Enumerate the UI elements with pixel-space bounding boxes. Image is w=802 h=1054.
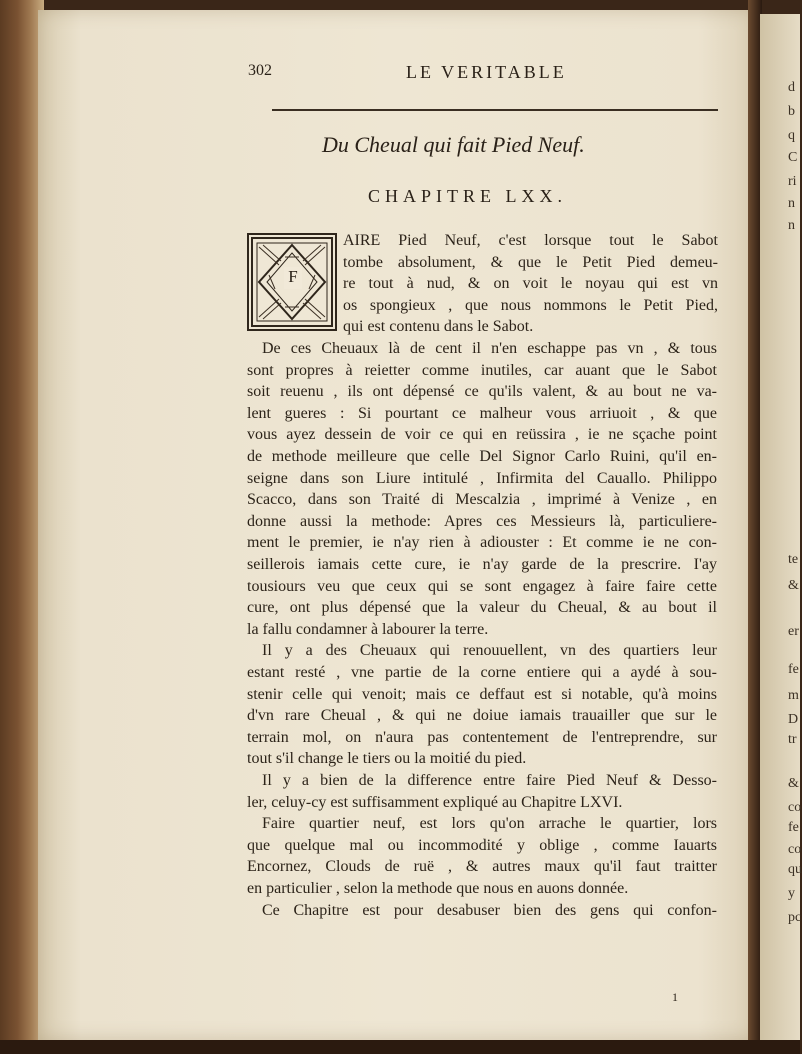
text-line: os spongieux , que nous nommons le Petit Pied, <box>343 296 718 314</box>
next-page-fragment: pc <box>788 910 802 925</box>
ornamental-initial <box>247 233 337 331</box>
next-page-fragment: m <box>788 688 799 703</box>
text-line: terrain mol, on n'aura pas contentement de l'entreprendre, sur <box>247 728 717 746</box>
next-page-fragment: fe <box>788 820 799 835</box>
text-line: tombe absolument, & que le Petit Pied demeu- <box>343 253 718 271</box>
next-page-fragment: C <box>788 150 798 165</box>
initial-letter: F <box>284 267 302 289</box>
text-line: que quelque mal ou incommodité y oblige , comme Iauarts <box>247 836 717 854</box>
next-page-fragment: te <box>788 552 799 567</box>
next-page-fragment: ri <box>788 174 797 189</box>
text-line: Faire quartier neuf, est lors qu'on arrache le quartier, lors <box>262 815 717 833</box>
chapter-number: CHAPITRE LXX. <box>368 186 567 206</box>
text-line: donne aussi la methode: Apres ces Messieurs là, particuliere- <box>247 512 717 530</box>
text-line: estant resté , vne partie de la corne entiere qui a aydé à sou- <box>247 664 717 681</box>
next-page-fragment: q <box>788 128 795 143</box>
text-line: Ce Chapitre est pour desabuser bien des gens qui confon- <box>262 901 717 919</box>
text-line: vous ayez dessein de voir ce qui en reüssira , ie ne sçache point <box>247 426 717 444</box>
text-line: stenir celle qui venoit; mais ce deffaut est si notable, qu'à moins <box>247 685 717 703</box>
next-page-fragment: co <box>788 842 802 857</box>
bottom-edge <box>0 1040 800 1054</box>
next-page-fragment: D <box>788 712 799 727</box>
text-line: Encornez, Clouds de ruë , & autres maux qu'il faut traitter <box>247 858 717 876</box>
text-line: Scacco, dans son Traité di Mescalzia , imprimé à Venize , en <box>247 491 717 509</box>
text-line: AIRE Pied Neuf, c'est lorsque tout le Sabot <box>343 232 718 249</box>
text-line: De ces Cheuaux là de cent il n'en eschappe pas vn , & tous <box>262 340 717 357</box>
next-page-fragment: b <box>788 104 795 119</box>
next-page-fragment: er <box>788 624 799 639</box>
text-line: qui est contenu dans le Sabot. <box>343 318 534 336</box>
text-line: re tout à nud, & on voit le noyau qui est vn <box>343 275 718 293</box>
text-line: de methode meilleure que celle Del Signor Carlo Ruini, qu'il en- <box>247 448 717 465</box>
catchword: 1 <box>672 990 678 1004</box>
text-line: en particulier , selon la methode que nous en auons donnée. <box>247 880 629 897</box>
text-line: Il y a bien de la difference entre faire Pied Neuf & Desso- <box>262 772 717 789</box>
next-page-fragment: d <box>788 80 795 95</box>
text-line: seigne dans son Liure intitulé , Infirmita del Cauallo. Philippo <box>247 469 717 487</box>
running-title: LE VERITABLE <box>406 62 567 82</box>
text-line: tousiours veu que ceux qui se sont engagez à faire faire cette <box>247 577 717 595</box>
next-page-fragment: co <box>788 800 802 815</box>
text-line: ment le premier, ie n'ay rien à adiouster : Et comme ie ne con- <box>247 534 717 552</box>
text-line: d'vn rare Cheual , & qui ne doiue iamais trauailler que sur le <box>247 707 717 725</box>
running-head <box>248 62 718 82</box>
text-line: cure, ont plus dépensé que la valeur du Cheual, & au bout il <box>247 599 717 617</box>
text-line: seillerois iamais cette cure, ie n'ay garde de la prescrire. I'ay <box>247 556 717 573</box>
next-page-edge <box>760 14 800 1044</box>
next-page-fragment: y <box>788 886 795 901</box>
next-page-fragment: fe <box>788 662 799 677</box>
next-page-fragment: qu <box>788 862 802 877</box>
header-rule <box>272 109 718 111</box>
text-line: Il y a des Cheuaux qui renouuellent, vn des quartiers leur <box>262 642 717 660</box>
next-page-fragment: & <box>788 776 799 791</box>
text-line: la fallu condamner à labourer la terre. <box>247 620 489 638</box>
text-line: ler, celuy-cy est suffisamment expliqué au Chapitre LXVI. <box>247 793 623 811</box>
text-line: sont propres à reietter comme inutiles, car auant que le Sabot <box>247 361 717 379</box>
chapter-title: Du Cheual qui fait Pied Neuf. <box>322 132 585 157</box>
next-page-fragment: n <box>788 196 795 211</box>
next-page-fragment: n <box>788 218 795 233</box>
page-number: 302 <box>248 62 272 79</box>
text-line: tout s'il change le tiers ou la moitié du pied. <box>247 750 527 768</box>
next-page-fragment: & <box>788 578 799 593</box>
text-line: soit reuenu , ils ont dépensé ce qu'ils valent, & au bout ne va- <box>247 383 717 401</box>
next-page-fragment: tr <box>788 732 797 747</box>
text-line: lent gueres : Si pourtant ce malheur vous arriuoit , & que <box>247 404 717 422</box>
